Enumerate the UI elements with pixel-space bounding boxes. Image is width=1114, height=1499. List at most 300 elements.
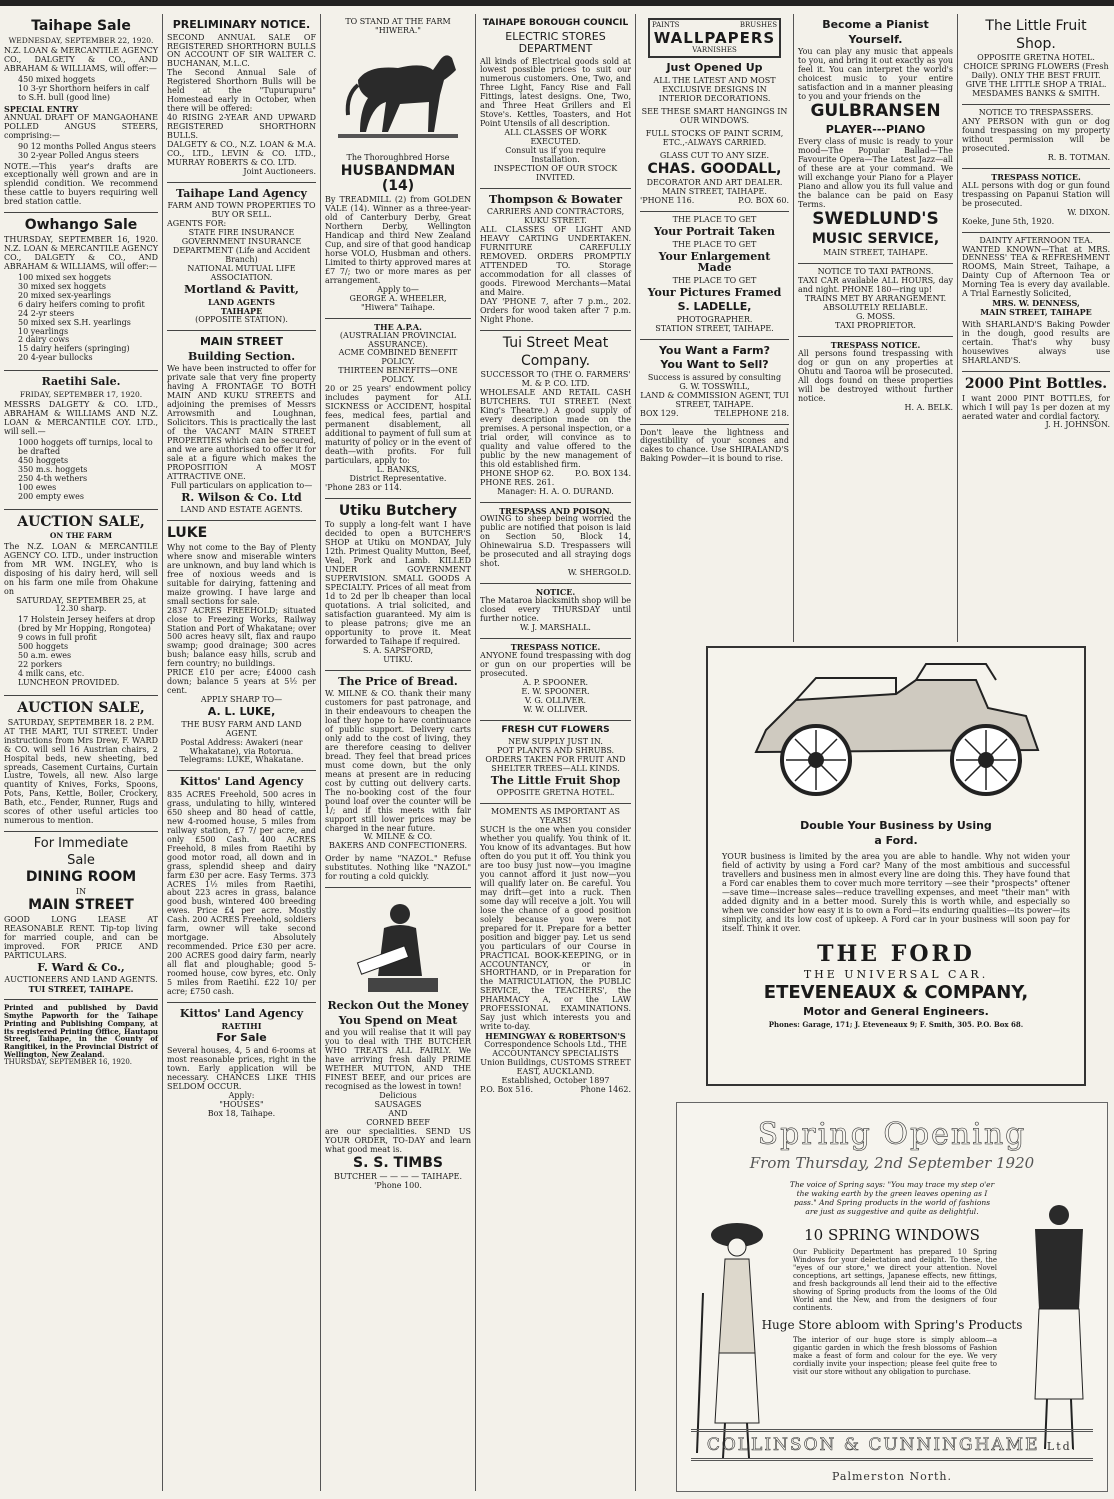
land-agency-sub: FARM AND TOWN PROPERTIES TO BUY OR SELL.	[167, 201, 316, 220]
ladelle-heading-2: Your Enlargement Made	[658, 249, 771, 275]
imprint	[4, 1000, 158, 1072]
luke-text-3: PRICE £10 per acre; £4000 cash down; balance 5 years at 5½ per cent.	[167, 668, 316, 696]
list-item: CORNED BEEF	[366, 1117, 430, 1127]
wilson-firm: R. Wilson & Co. Ltd	[181, 490, 302, 504]
thompson-phone: DAY 'PHONE 7, after 7 p.m., 202. Orders for wood taken after 7 p.m. Night Phone.	[480, 296, 631, 324]
pianist-title-2: Yourself.	[848, 32, 903, 46]
council-work: ALL CLASSES OF WORK EXECUTED.	[504, 128, 607, 147]
apa-name: L. BANKS,	[376, 464, 420, 474]
column-2	[163, 14, 321, 1491]
raetihi-sale-date: FRIDAY, SEPTEMBER 17, 1920.	[19, 389, 143, 399]
wallpapers-text: ALL THE LATEST AND MOST EXCLUSIVE DESIGNS IN INTERIOR DECORATIONS.	[653, 76, 776, 103]
preliminary-text-2: The Second Annual Sale of Registered Shorthorn Bulls will be held at the "Tupurupuru" Homestead early in October, when there will be offered:	[167, 68, 316, 114]
special-entry-text: ANNUAL DRAFT OF MANGAOHANE POLLED ANGUS STEERS, comprising:—	[4, 112, 158, 140]
list-item: 9 cows in full profit	[18, 633, 97, 643]
ford-headline-1: Double Your Business by Using	[800, 819, 992, 832]
column-1	[0, 14, 163, 1491]
dining-title-3: DINING ROOM	[25, 869, 137, 886]
owhango-sale-title: Owhango Sale	[24, 217, 138, 234]
building-text: We have been instructed to offer for private sale that very fine property having A FRONTAGE TO BOTH MAIN AND KUKU STREETS and adjoining the premises of Messrs Arrowsmith and Loughnan, Solicitors. This is practically the last of the VACANT MAIN STREET PROPERTIES which can be secured, and we are authorised to offer it for sale at a figure which makes the PROPOSITION A MOST ATTRACTIVE ONE.	[167, 364, 316, 481]
ladelle-place-3: THE PLACE TO GET	[672, 275, 757, 285]
column-6	[794, 14, 958, 642]
hemingway-ad	[480, 804, 631, 1100]
player-piano: PLAYER---PIANO	[825, 122, 926, 136]
thompson-sub: CARRIERS AND CONTRACTORS, KUKU STREET.	[486, 207, 625, 226]
spring-date: From Thursday, 2nd September 1920	[749, 1154, 1035, 1172]
council-title: TAIHAPE BOROUGH COUNCIL	[482, 18, 629, 28]
totman-text: ANY PERSON with gun or dog found trespassing on my property without permission will be prosecuted.	[962, 117, 1110, 153]
council-inspection: INSPECTION OF OUR STOCK INVITED.	[493, 163, 618, 182]
column-4	[476, 14, 636, 1491]
belk-text: All persons found trespassing with dog or gun on any properties at Ohutu and Taoroa will be prosecuted. All dogs found on these properties will be destroyed without further notice.	[798, 348, 953, 403]
spring-opening-ad	[676, 1102, 1108, 1492]
owhango-sale-ad	[4, 213, 158, 371]
page-top-rule	[0, 0, 1114, 6]
tea-name: MRS. W. DENNESS,	[992, 298, 1080, 309]
raetihi-sale-ad	[4, 371, 158, 509]
apa-policy: ACME COMBINED BENEFIT POLICY.	[338, 348, 458, 367]
luke-apply: APPLY SHARP TO—	[200, 695, 283, 705]
bottles-title: 2000 Pint Bottles.	[964, 375, 1108, 392]
pint-bottles-ad	[962, 372, 1110, 436]
wallpapers-title: WALLPAPERS	[653, 28, 776, 47]
taihape-sale-ad	[4, 14, 158, 213]
husbandman-ad	[325, 14, 471, 319]
utiku-title: Utiku Butchery	[338, 502, 458, 519]
list-item: AND	[388, 1108, 408, 1118]
list-item: 10 3-yr Shorthorn heifers in calf to S.H. bull (good line)	[18, 83, 150, 102]
tosswill-heading-2: You Want to Sell?	[660, 358, 769, 372]
wallpapers-ad	[640, 14, 789, 212]
list-item: 200 empty ewes	[18, 491, 84, 501]
meat-sub: SUCCESSOR TO (THE O. FARMERS' M. & P. CO. LTD.	[480, 370, 631, 389]
opposite-station: (OPPOSITE STATION).	[195, 315, 288, 325]
list-item: 10 yearlings	[18, 326, 69, 336]
tosswill-sub: LAND & COMMISSION AGENT, TUI STREET, TAIHAPE.	[640, 390, 789, 409]
nazol-text: Order by name "NAZOL." Refuse substitutes. Nothing like "NAZOL" for routing a cold quickly.	[325, 854, 471, 882]
apa-ad	[325, 319, 471, 499]
belk-title: TRESPASS NOTICE.	[830, 339, 921, 350]
tosswill-tele: TELEPHONE 218.	[714, 408, 789, 418]
bread-text: W. MILNE & CO. thank their many customers for past patronage, and in their endeavours to cheapen the loaf they hope to have continuance of public support. Delivery carts only add to the cost of living, they are therefore ceasing to deliver bread. They feel that bread prices must come down, but the only means at present are in reducing cost by cutting out delivery carts. The no-booking cost of the four pound loaf over the counter will be 1/; and if this meets with fair support still lower prices may be charged in the near future.	[325, 689, 471, 833]
wallpapers-banner	[648, 18, 781, 58]
dixon-name: W. DIXON.	[1067, 207, 1110, 217]
list-item: 4 milk cans, etc.	[18, 669, 85, 679]
meat-title-1: Tui Street Meat	[502, 334, 609, 351]
ladelle-place-1: THE PLACE TO GET	[672, 215, 757, 225]
list-item: 250 4-th wethers	[18, 473, 88, 483]
tosswill-name: G. W. TOSSWILL,	[679, 381, 750, 391]
swedlund-addr: MAIN STREET, TAIHAPE.	[823, 248, 928, 258]
council-consult: Consult us if you require Installation.	[505, 146, 606, 165]
price-of-bread-ad	[325, 671, 471, 889]
afternoon-tea-ad	[962, 233, 1110, 372]
dining-firm: F. Ward & Co.,	[37, 960, 125, 974]
list-item: STATE FIRE INSURANCE	[188, 228, 295, 238]
list-item: 17 Holstein Jersey heifers at drop (bred by Mr Hopping, Rongotea)	[18, 615, 156, 634]
apa-title: THE A.P.A.	[374, 321, 422, 332]
kittos-title-2: Kittos' Land Agency	[179, 1006, 304, 1020]
list-item: 30 mixed sex hoggets	[18, 281, 106, 291]
school-firm-sub: Correspondence Schools Ltd., THE ACCOUNTANCY SPECIALISTS Union Buildings, CUSTOMS STREET EAST, AUCKLAND.	[480, 1040, 631, 1076]
apa-sub: (AUSTRALIAN PROVINCIAL ASSURANCE).	[339, 330, 457, 349]
goodall-name: CHAS. GOODALL,	[647, 160, 782, 177]
apa-role: District Representative.	[349, 473, 447, 483]
list-item: 100 mixed sex hoggets	[18, 272, 112, 282]
husbandman-text: By TREADMILL (2) from GOLDEN VALE (14). Winner as a three-year-old of Canterbury Derby, Great Northern Derby, Wellington Handicap and third New Zealand Cup, and sire of that good handicap horse VOLO, Husbman and others. Limited to thirty approved mares at £7 7/; two or more mares as per arrangement.	[325, 195, 471, 285]
auction-farm-subtitle: ON THE FARM	[49, 531, 113, 541]
goodall-addr: MAIN STREET, TAIHAPE.	[662, 187, 767, 197]
taxi-title: NOTICE TO TAXI PATRONS.	[817, 267, 934, 277]
list-item: SAUSAGES	[374, 1099, 422, 1109]
preliminary-sign: Joint Auctioneers.	[243, 166, 316, 176]
dining-address: TUI STREET, TAIHAPE.	[28, 984, 134, 995]
list-item: GOVERNMENT INSURANCE DEPARTMENT (Life and Accident Branch)	[172, 237, 311, 265]
list-item: 20 mixed sex-yearlings	[18, 290, 112, 300]
spring-windows: 10 SPRING WINDOWS	[804, 1226, 980, 1244]
taihape-land-agency-ad	[167, 183, 316, 332]
tea-addr: MAIN STREET, TAIHAPE	[980, 307, 1092, 318]
building-section-ad	[167, 331, 316, 521]
council-text: All kinds of Electrical goods sold at lowest possible prices to suit our numerous customers. One, Two, and Three Light, Fancy Rise and Fall Fittings, latest designs. One, Two, and Three Heat Grillers and El Stove's. Kettles, Toasters, and Hot Point Utensils of all description.	[480, 56, 631, 129]
kittos-box: Box 18, Taihape.	[207, 1108, 276, 1118]
ford-headline-2: a Ford.	[874, 833, 918, 847]
ladelle-sub: PHOTOGRAPHER.	[676, 314, 753, 324]
raetihi-sale-intro: MESSRS DALGETY & CO. LTD., ABRAHAM & WILLIAMS AND N.Z. LOAN & MERCANTILE COY. LTD., will sell.—	[4, 400, 158, 437]
dining-in: IN	[75, 887, 87, 897]
kittos-ad-1	[167, 771, 316, 1002]
dixon-text: ALL persons with dog or gun found trespassing on Papanui Station will be prosecuted.	[962, 180, 1110, 208]
column-5	[636, 14, 794, 642]
thompson-bowater-ad	[480, 189, 631, 331]
building-particulars: Full particulars on application to—	[170, 480, 313, 490]
milne-sub: BAKERS AND CONFECTIONERS.	[328, 841, 468, 851]
gulbransen-brand: GULBRANSEN	[810, 100, 941, 121]
utiku-text: To supply a long-felt want I have decided to open a BUTCHER'S SHOP at Utiku on MONDAY, July 12th. Primest Quality Mutton, Beef, Veal, Pork and Lamb. KILLED UNDER GOVERNMENT SUPERVISION. SMALL GOODS A SPECIALTY. Prices of all meat from 1d to 2d per lb cheaper than local quotations. A trial solicited, and satisfaction guaranteed. My aim is to please patrons; give me an opportunity to prove it. Meat forwarded to Taihape if required.	[325, 520, 471, 646]
preliminary-text-3: 40 RISING 2-YEAR AND UPWARD REGISTERED SHORTHORN BULLS.	[167, 113, 316, 141]
luke-name-sub: THE BUSY FARM AND LAND AGENT.	[181, 719, 302, 738]
goodall-sub: DECORATOR AND ART DEALER.	[646, 178, 783, 188]
council-sub: ELECTRIC STORES DEPARTMENT	[505, 30, 606, 55]
goodall-contact-row	[640, 197, 789, 206]
fashion-figure-left-illustration	[689, 1213, 779, 1463]
pianist-ad	[798, 14, 953, 264]
dining-text: GOOD LONG LEASE AT REASONABLE RENT. Tip-top living for married couple, and can be improved. FOR PRICE AND PARTICULARS.	[4, 914, 158, 960]
ford-phones: Phones: Garage, 171; J. Eteveneaux 9; F. Smith, 305. P.O. Box 68.	[768, 1020, 1024, 1030]
fruit-title-1: The Little Fruit	[985, 18, 1087, 34]
mortland-pavitt: Mortland & Pavitt,	[184, 282, 299, 296]
meat-text: WHOLESALE AND RETAIL CASH BUTCHERS. TUI STREET. (Next King's Theatre.) A good supply of every description made on the premises. A personal inspection, or a trial order, will convince as to quality and value offered to the public by the new management of this old established firm.	[480, 388, 631, 469]
list-item: 450 hoggets	[18, 455, 69, 465]
dining-title-4: MAIN STREET	[28, 897, 134, 914]
list-item: 450 mixed hoggets	[18, 74, 96, 84]
auction-farm-ad	[4, 510, 158, 696]
list-item: V. G. OLLIVER.	[524, 695, 587, 705]
trespass-poison-text: OWING to sheep being worried the public are notified that poison is laid on Section 50, Block 14, Ohinewairua S.D. Trespassers will be prosecuted and all straying dogs shot.	[480, 514, 631, 569]
sharland-text: With SHARLAND'S Baking Powder in the dough, good results are certain. That's why busy housewives always use SHARLAND'S.	[962, 320, 1110, 365]
taxi-text: TAXI CAR available ALL HOURS, day and night. PHONE 180—ring up!	[798, 276, 953, 295]
ford-ad	[706, 646, 1086, 1086]
dining-firm-sub: AUCTIONEERS AND LAND AGENTS.	[4, 975, 158, 985]
taxi-name: G. MOSS.	[855, 312, 896, 322]
totman-trespass-ad	[962, 105, 1110, 169]
spring-text: Our Publicity Department has prepared 10 Spring Windows for your delectation and delight. To these, the "eyes of our store," we direct your attention. Novel conceptions, art settings, Japanese effects, new fittings, and fresh backgrounds all lend their aid to the effective showing of Spring products from the looms of the Old World and the New, and from the designers of four continents.	[793, 1248, 997, 1312]
apa-phone: 'Phone 283 or 114.	[325, 482, 402, 492]
special-entry-heading: SPECIAL ENTRY	[4, 103, 79, 114]
bread-title: The Price of Bread.	[338, 674, 458, 688]
owhango-sale-intro: THURSDAY, SEPTEMBER 16, 1920. N.Z. LOAN & MERCANTILE AGENCY CO., DALGETY & CO., AND ABRAHAM & WILLIAMS, will offer:—	[4, 234, 158, 271]
trespass-spooner-text: ANYONE found trespassing with dog or gun on our properties will be prosecuted.	[480, 650, 631, 678]
spring-huge: Huge Store abloom with Spring's Products	[761, 1318, 1023, 1332]
luke-text-2: 2837 ACRES FREEHOLD; situated close to Freezing Works, Railway Station and Port of Whakatane; over 500 acres heavy silt, flax and raupo swamp; good drainage; 300 acres bush; balance easy hills, scrub and fern country; no buildings.	[167, 605, 316, 669]
taxi-prop: TAXI PROPRIETOR.	[835, 321, 916, 331]
ford-car-illustration	[726, 660, 1066, 810]
kittos-ad-2	[167, 1003, 316, 1124]
taxi-ad	[798, 264, 953, 337]
list-item: E. W. SPOONER.	[521, 686, 590, 696]
building-title-2: Building Section.	[187, 349, 296, 363]
goodall-phone: 'PHONE 116.	[640, 196, 695, 206]
kittos-for-sale: For Sale	[216, 1031, 267, 1045]
tosswill-text: Success is assured by consulting	[647, 372, 782, 382]
list-item: 15 dairy heifers (springing)	[18, 344, 130, 354]
fruit-title-2: Shop.	[1016, 35, 1056, 52]
timbs-title-2: You Spend on Meat	[338, 1013, 458, 1027]
ladelle-addr: STATION STREET, TAIHAPE.	[655, 323, 774, 333]
tosswill-heading-1: You Want a Farm?	[658, 343, 771, 357]
varnishes-label: VARNISHES	[692, 45, 737, 54]
eteveneaux-sub: Motor and General Engineers.	[803, 1004, 989, 1018]
school-firm: HEMINGWAY & ROBERTSON'S	[485, 1031, 626, 1042]
kittos-title: Kittos' Land Agency	[179, 775, 304, 789]
taihape-sale-note: NOTE.—This year's drafts are exceptionally well grown and are in splendid condition. We recommend these cattle to buyers requiring well bred station cattle.	[4, 161, 158, 207]
collinson-firm: COLLINSON & CUNNINGHAME	[706, 1435, 1040, 1455]
school-contact-row	[480, 1086, 631, 1095]
auction-mart-ad	[4, 696, 158, 832]
timbs-phone: 'Phone 100.	[374, 1181, 422, 1191]
dixon-date: Koeke, June 5th, 1920.	[962, 216, 1055, 226]
taxi-trains: TRAINS MET BY ARRANGEMENT.	[804, 294, 947, 304]
taihape-sale-title: Taihape Sale	[31, 18, 131, 34]
meat-box: P.O. BOX 134.	[575, 468, 631, 478]
school-est: Established, October 1897	[501, 1075, 610, 1085]
spring-quote: The voice of Spring says: "You may trace my step o'er the waking earth by the green leaves opening as I pass." And Spring products in the world of fashions are just as suggestive and quite as delightful.	[789, 1180, 995, 1216]
utiku-butchery-ad	[325, 499, 471, 671]
imprint-text: Printed and published by David Smythe Papworth for the Taihape Printing and Publishing Company, at its registered Printing Office, Hautapu Street, Taihape, in the County of Rangitikei, in the Provincial District of Wellington, New Zealand.	[4, 1003, 158, 1059]
palmerston-north: Palmerston North.	[832, 1470, 952, 1483]
trespass-poison-ad	[480, 503, 631, 585]
wallpapers-see: SEE THESE SMART HANGINGS IN OUR WINDOWS.	[641, 106, 788, 125]
belk-trespass-ad	[798, 337, 953, 418]
list-item: 50 a.m. ewes	[18, 651, 72, 661]
ladelle-name: S. LADELLE,	[677, 300, 752, 314]
timbs-text: and you will realise that it will pay you to deal with THE BUTCHER WHO TREATS ALL FAIRLY. We have arriving fresh daily PRIME WETHER MUTTON, AND THE FINEST BEEF, and our prices are recognised as the lowest in town!	[325, 1028, 471, 1092]
tea-title: DAINTY AFTERNOON TEA.	[979, 235, 1093, 245]
timbs-text-2: are our specialities. SEND US YOUR ORDER, TO-DAY and learn what good meat is.	[325, 1126, 471, 1154]
totman-name: R. B. TOTMAN.	[1047, 152, 1110, 162]
ford-text: YOUR business is limited by the area you are able to handle. Why not widen your field of activity by using a Ford car? Many of the most ambitious and successful travellers and business men in almost every line are doing this. They have found that a Ford car enables them to cover much more territory —see their "prospects" oftener—save time—increase sales—reduce travelling expenses, and meet "their man" with added dignity and in a better mood. Surely this is worth while, and especially so when we consider how easy it is to own a Ford—its enduring qualities—its power—its simplicity, and its low cost of upkeep. A Ford car in your business will soon pay for itself. Think it over.	[722, 852, 1070, 934]
ford-brand-sub: THE UNIVERSAL CAR.	[803, 968, 989, 982]
fresh-flowers-ad	[480, 721, 631, 805]
ladelle-ad	[640, 212, 789, 340]
raetihi-sale-title: Raetihi Sale.	[41, 375, 121, 389]
school-phone: Phone 1462.	[580, 1084, 631, 1094]
trespass-poison-title: TRESPASS AND POISON.	[499, 505, 612, 516]
dixon-title: TRESPASS NOTICE.	[991, 171, 1081, 182]
list-item: LUNCHEON PROVIDED.	[18, 678, 120, 688]
tea-text: WANTED KNOWN—That at MRS. DENNESS' TEA & REFRESHMENT ROOMS, Main Street, Taihape, a Dainty Cup of Afternoon Tea or Morning Tea is every day available. A Trial Earnestly Solicited,	[962, 244, 1110, 299]
school-title: MOMENTS AS IMPORTANT AS YEARS!	[491, 807, 620, 826]
thompson-title: Thompson & Bowater	[488, 192, 623, 206]
list-item: 24 2-yr steers	[18, 308, 75, 318]
taihape-sale-intro: N.Z. LOAN & MERCANTILE AGENCY CO., DALGETY & CO., AND ABRAHAM & WILLIAMS, will offer:—	[4, 46, 158, 73]
ladelle-heading-1: Your Portrait Taken	[654, 225, 775, 239]
land-agents: LAND AGENTS	[207, 297, 276, 308]
preliminary-text-1: SECOND ANNUAL SALE OF REGISTERED SHORTHORN BULLS ON ACCOUNT OF SIR WALTER C. BUCHANAN, M.L.C.	[167, 32, 316, 69]
belk-name: H. A. BELK.	[904, 402, 953, 412]
dixon-trespass-ad	[962, 169, 1110, 233]
husbandman-top: TO STAND AT THE FARM "HIWERA."	[345, 17, 451, 35]
list-item: 30 2-year Polled Angus steers	[18, 150, 139, 160]
list-item: 350 m.s. hoggets	[18, 464, 88, 474]
marshall-name: W. J. MARSHALL.	[520, 622, 591, 632]
shiraland-text: Don't leave the lightness and digestibility of your scones and cakes to chance. Use SHIRALAND'S Baking Powder—it is bound to rise.	[640, 427, 789, 464]
trespass-spooner-title: TRESPASS NOTICE.	[510, 641, 601, 652]
husbandman-apply: Apply to—	[377, 284, 419, 294]
paints-label: PAINTS	[652, 21, 680, 29]
totman-title: NOTICE TO TRESPASSERS.	[978, 108, 1094, 118]
kittos-houses: "HOUSES"	[219, 1099, 264, 1109]
preliminary-title: PRELIMINARY NOTICE.	[172, 18, 311, 31]
tosswill-ad	[640, 340, 789, 425]
timbs-footer: BUTCHER — — — — TAIHAPE.	[334, 1172, 462, 1182]
thompson-text: ALL CLASSES OF LIGHT AND HEAVY CARTING UNDERTAKEN. FURNITURE CAREFULLY REMOVED. ORDERS PROMPTLY ATTENDED TO. Storage accommodation for all classes of goods. Firewood Merchants—Matai and Maire.	[480, 225, 631, 297]
timbs-name: S. S. TIMBS	[353, 1154, 443, 1171]
list-item: 100 ewes	[18, 482, 57, 492]
dining-room-ad	[4, 832, 158, 1000]
luke-text-1: Why not come to the Bay of Plenty where snow and miserable winters are unknown, and buy land which is free of noxious weeds and is suitable for dairying, fattening and maize growing. I have large and small sections for sale.	[167, 542, 316, 606]
husbandman-title: HUSBANDMAN (14)	[340, 162, 456, 194]
flowers-sub: NEW SUPPLY JUST IN.	[508, 736, 603, 746]
apa-text: 20 or 25 years' endowment policy includes payment for ALL SICKNESS or ACCIDENT, hospital fees, medical fees, partial and permanent disablement, all additional to payment of full sum at maturity of policy or in the event of death—with profits. For full particulars, apply to:	[325, 384, 471, 465]
horse-illustration	[328, 40, 468, 150]
shergold-name: W. SHERGOLD.	[567, 568, 631, 578]
bottles-text: I want 2000 PINT BOTTLES, for which I will pay 1s per dozen at my aerated water and cordial factory.	[962, 393, 1110, 421]
dining-title-1: For Immediate	[33, 836, 129, 852]
spring-title: Spring Opening	[757, 1117, 1027, 1152]
notice-title: NOTICE.	[535, 587, 576, 598]
list-item: 22 porkers	[18, 660, 62, 670]
meat-manager: Manager: H. A. O. DURAND.	[497, 486, 614, 496]
luke-ad	[167, 521, 316, 771]
preliminary-text-4: DALGETY & CO., N.Z. LOAN & M.A. CO., LTD., LEVIN & CO. LTD., MURRAY ROBERTS & CO. LTD.	[167, 139, 316, 167]
trespass-spooner-ad	[480, 639, 631, 721]
timbs-ad	[325, 888, 471, 1196]
flowers-opp: OPPOSITE GRETNA HOTEL.	[496, 788, 615, 798]
shiraland-ad	[640, 425, 789, 470]
wilson-firm-sub: LAND AND ESTATE AGENTS.	[180, 505, 303, 515]
land-agency-title: Taihape Land Agency	[176, 186, 307, 200]
preliminary-notice-ad	[167, 14, 316, 183]
flowers-pot: POT PLANTS AND SHRUBS.	[496, 745, 615, 755]
imprint-date: THURSDAY, SEPTEMBER 16, 1920.	[4, 1057, 132, 1066]
list-item: 50 mixed sex S.H. yearlings	[18, 317, 131, 327]
swedlunds: SWEDLUND'S	[812, 208, 939, 229]
auction-farm-date: SATURDAY, SEPTEMBER 25, at 12.30 sharp.	[16, 595, 146, 614]
taihape-town: TAIHAPE	[220, 306, 263, 317]
auction-farm-title: AUCTION SALE,	[17, 513, 145, 530]
list-item: 6 dairy heifers coming to profit	[18, 299, 145, 309]
brushes-label: BRUSHES	[739, 21, 777, 29]
kittos-text-2: Several houses, 4, 5 and 6-rooms at most reasonable prices, right in the town. Early application will be necessary. CHANCES LIKE THIS SELDOM OCCUR.	[167, 1045, 316, 1091]
wallpapers-headline: Just Opened Up	[666, 61, 763, 75]
list-item: 20 4-year bullocks	[18, 353, 93, 363]
collinson-ltd: Ltd.	[1046, 1440, 1078, 1453]
collinson-banner	[691, 1429, 1093, 1461]
electric-stores-ad	[480, 14, 631, 189]
wheeler-name: GEORGE A. WHEELER,	[349, 293, 447, 303]
sapsford-name: S. A. SAPSFORD,	[362, 645, 434, 655]
list-item: W. W. OLLIVER.	[523, 704, 588, 714]
fruit-text: OPPOSITE GRETNA HOTEL. CHOICE SPRING FLOWERS (Fresh Daily). ONLY THE BEST FRUIT. GIVE THE LITTLE SHOP A TRIAL.	[963, 53, 1109, 90]
agents-for: AGENTS FOR:	[167, 219, 227, 229]
notice-text: The Mataroa blacksmith shop will be closed every THURSDAY until further notice.	[480, 596, 631, 624]
timbs-title-1: Reckon Out the Money	[327, 999, 469, 1013]
auction-mart-text: AT THE MART, TUI STREET. Under instructions from Mrs Drew, F. WARD & CO. will sell 16 Austrian chairs, 2 Hospital beds, new sheeting, bed spreads, Casement Curtains, Curtain Lustre, Towels, all new. Also large quantity of Knives, Forks, Spoons, Pots, Pans, Kettle, Boiler, Crockery, Bath, etc., Fender, Runner, Rugs and scores of other useful articles too numerous to mention.	[4, 726, 158, 826]
flowers-orders: ORDERS TAKEN FOR FRUIT AND SHELTER TREES—ALL KINDS.	[485, 754, 626, 773]
meat-phone: PHONE SHOP 62.	[480, 468, 554, 478]
horse-caption: The Thoroughbred Horse	[346, 152, 450, 162]
kittos-apply: Apply:	[228, 1090, 255, 1100]
tui-street-meat-ad	[480, 331, 631, 503]
kittos-town: RAETIHI	[221, 1021, 262, 1032]
eteveneaux-firm: ETEVENEAUX & COMPANY,	[763, 981, 1029, 1003]
list-item: 500 hoggets	[18, 642, 69, 652]
sapsford-town: UTIKU.	[383, 654, 413, 664]
fashion-figure-right-illustration	[1019, 1199, 1099, 1459]
ladelle-place-2: THE PLACE TO GET	[672, 239, 757, 249]
column-3	[321, 14, 476, 1491]
auction-farm-text: The N.Z. LOAN & MERCANTILE AGENCY CO. LTD., under instruction from MR WM. INGLEY, who is disposing of his dairy herd, will sell on his farm one mile from Ohakune on	[4, 541, 158, 596]
bottles-name: J. H. JOHNSON.	[1045, 420, 1110, 430]
butcher-illustration	[338, 896, 458, 996]
tosswill-box: BOX 129.	[640, 408, 679, 418]
little-fruit-shop-ad	[962, 14, 1110, 105]
auction-mart-title: AUCTION SALE,	[17, 700, 145, 717]
taxi-reliable: ABSOLUTELY RELIABLE.	[823, 303, 928, 313]
flowers-shop: The Little Fruit Shop	[490, 773, 621, 787]
list-item: Delicious	[379, 1091, 417, 1100]
wallpapers-glass: GLASS CUT TO ANY SIZE.	[659, 150, 770, 160]
luke-address: Postal Address: Awakeri (near Whakatane), via Rotorua.	[180, 737, 303, 756]
list-item: A. P. SPOONER.	[522, 677, 589, 687]
wheeler-addr: "Hiwera" Taihape.	[361, 302, 435, 312]
building-title-1: MAIN STREET	[199, 335, 283, 349]
auction-mart-date: SATURDAY, SEPTEMBER 18. 2 P.M.	[7, 717, 155, 727]
column-7	[958, 14, 1114, 642]
school-text: SUCH is the one when you consider whether you qualify. You think of it. You know of its advantages. But how often do you put it off. You think you are too busy just now—you imagine you cannot afford it just now—you will qualify later on. Be careful. You may drift—get into a ruck. Then some day will receive a jolt. You will lose the chance of a good position solely because you were not prepared for it. Prepare for a better position and bigger pay. Let us send you particulars of our Course in PRACTICAL BOOK-KEEPING, or in ACCOUNTANCY, or in SHORTHAND, or in Preparation for the MATRICULATION, the PUBLIC SERVICE, the TEACHERS', the PHARMACY A, or the LAW PROFESSIONAL EXAMINATIONS. Say just which interests you and write to-day.	[480, 825, 631, 1032]
school-box: P.O. Box 516.	[480, 1084, 534, 1094]
tosswill-contact-row	[640, 410, 789, 419]
spring-text-2: The interior of our huge store is simply abloom—a gigantic garden in which the fresh blossoms of Fashion make a feast of form and colour for the eye. We very cordially invite your inspection; please feel quite free to visit our store without any obligation to purchase.	[793, 1336, 997, 1376]
luke-title: LUKE	[167, 525, 208, 542]
wallpapers-stocks: FULL STOCKS OF PAINT SCRIM, ETC.,-ALWAYS CARRIED.	[645, 128, 784, 147]
meat-title-2: Company.	[520, 352, 591, 369]
flowers-title: FRESH CUT FLOWERS	[501, 724, 610, 735]
goodall-box: P.O. BOX 60.	[738, 196, 789, 206]
list-item: 90 12 months Polled Angus steers	[18, 141, 156, 151]
ladelle-heading-3: Your Pictures Framed	[647, 285, 782, 299]
